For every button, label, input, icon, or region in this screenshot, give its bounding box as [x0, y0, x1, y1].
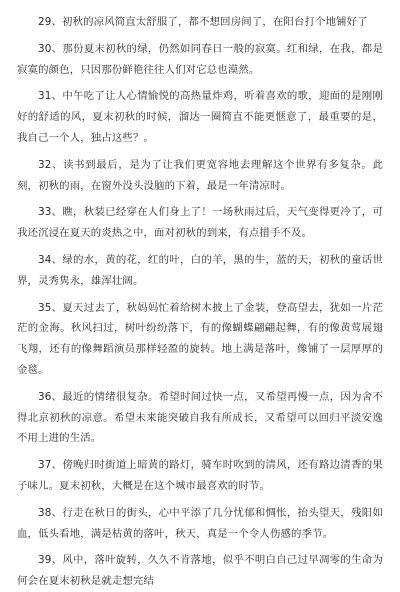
- paragraph-32: 32、读书到最后，是为了让我们更宽容地去理解这个世界有多复杂。此刻，初秋的雨，在窗外没头没脑的下着，最是一年清凉时。: [17, 158, 383, 192]
- paragraph-34: 34、绿的水，黄的花，红的叶，白的羊，黑的牛，蓝的天，初秋的童话世界，灵秀隽永，雄浑壮阔。: [17, 253, 383, 287]
- paragraph-29: 29、初秋的凉风简直太舒服了，都不想回房间了，在阳台打个地铺好了: [38, 16, 368, 28]
- paragraph-30: 30、那份夏末初秋的绿，仍然如同春日一般的寂寞。红和绿，在我，都是寂寞的颜色，只因那份鲜艳往往人们对它总也漠然。: [17, 42, 383, 76]
- paragraph-33: 33、瞧，秋装已经穿在人们身上了！一场秋雨过后，天气变得更冷了，可我还沉浸在夏天的炎热之中，面对初秋的到来，有点措手不及。: [17, 206, 383, 240]
- paragraph-38: 38、行走在秋日的街头，心中平添了几分忧郁和惆怅，抬头望天，残阳如血，低头看地，满是枯黄的落叶，秋天，真是一个令人伤感的季节。: [17, 506, 383, 540]
- paragraph-35: 35、夏天过去了，秋妈妈忙着给树木披上了金装，登高望去，犹如一片茫茫的金海。秋风扫过，树叶纷纷落下，有的像蝴蝶翩翩起舞，有的像黄莺展翅飞翔，还有的像舞蹈演员那样轻盈的旋转。地上满是落叶，像铺了一层厚厚的金毯。: [17, 301, 383, 376]
- paragraph-31: 31、中午吃了让人心情愉悦的高热量炸鸡，听着喜欢的歌，迎面的是刚刚好的舒适的风，夏末初秋的时候，溜达一圈简直不能更惬意了，最重要的是，我自己一个人，独占这些？。: [17, 90, 383, 144]
- paragraph-37: 37、傍晚归时街道上暗黄的路灯，骑车时吹到的清风，还有路边清香的果子味儿。夏末初秋，大概是在这个城市最喜欢的时节。: [17, 459, 383, 492]
- paragraph-36: 36、最近的情绪很复杂。希望时间过快一点，又希望再慢一点，因为舍不得北京初秋的凉意。希望未来能突破自我有所成长，又希望可以回归平淡安逸不用上进的生活。: [17, 390, 383, 445]
- paragraph-39: 39、风中，落叶旋转，久久不肯落地，似乎不明白自己过早凋零的生命为何会在夏末初秋是就走想完结: [17, 554, 383, 588]
